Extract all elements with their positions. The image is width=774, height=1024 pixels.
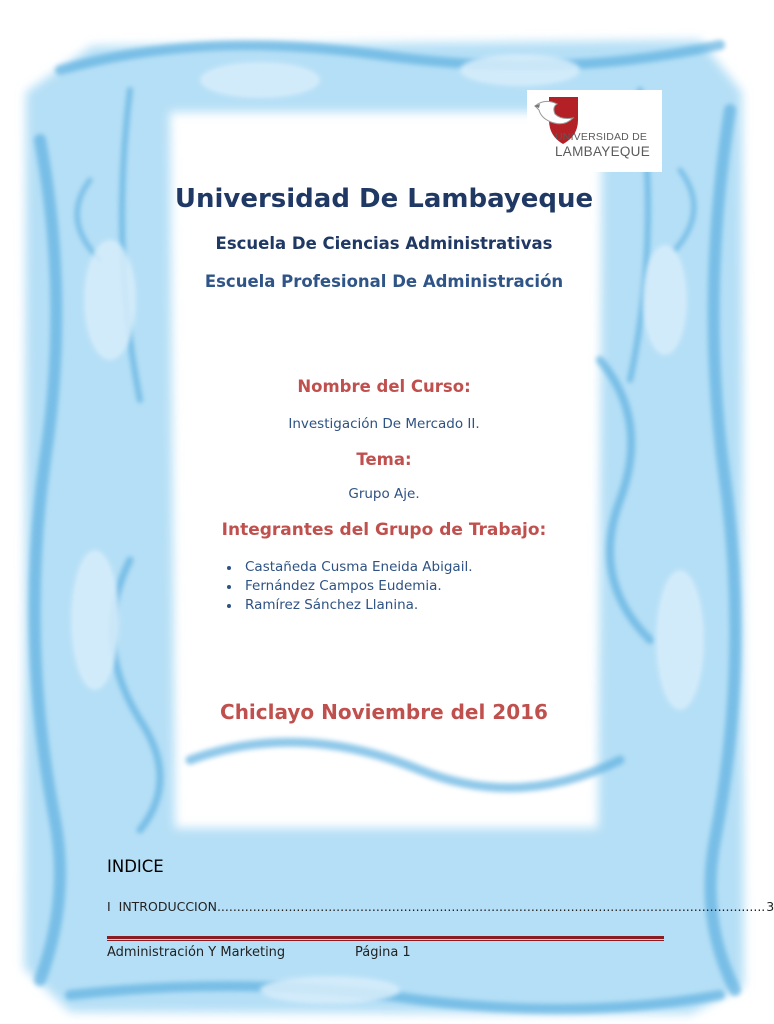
team-member-name: Ramírez Sánchez Llanina. bbox=[245, 597, 419, 613]
index-title: INDICE bbox=[107, 857, 164, 876]
program-name: Escuela Profesional De Administración bbox=[204, 272, 564, 291]
topic-name: Grupo Aje. bbox=[348, 486, 420, 502]
toc-entry[interactable] bbox=[107, 899, 774, 914]
course-heading: Nombre del Curso: bbox=[297, 377, 471, 396]
bullet-icon bbox=[227, 566, 231, 570]
course-name: Investigación De Mercado II. bbox=[288, 416, 480, 432]
toc-entry-page: 3 bbox=[766, 899, 774, 914]
topic-heading: Tema: bbox=[356, 450, 412, 469]
footer-rule-thin bbox=[107, 940, 664, 941]
footer-text: Administración Y Marketing bbox=[107, 945, 286, 960]
toc-entry-label: I INTRODUCCION bbox=[107, 899, 217, 914]
footer-page-number: Página 1 bbox=[355, 945, 411, 960]
document-title: Universidad De Lambayeque bbox=[174, 184, 594, 214]
school-name: Escuela De Ciencias Administrativas bbox=[215, 234, 553, 253]
logo-line-2: LAMBAYEQUE bbox=[555, 143, 651, 159]
team-member bbox=[224, 577, 473, 596]
bullet-icon bbox=[227, 604, 231, 608]
team-member bbox=[224, 558, 473, 577]
footer-rule-thick bbox=[107, 936, 664, 939]
team-member-name: Fernández Campos Eudemia. bbox=[245, 578, 442, 594]
team-heading: Integrantes del Grupo de Trabajo: bbox=[221, 520, 547, 540]
place-and-date: Chiclayo Noviembre del 2016 bbox=[220, 700, 548, 724]
logo-wordmark bbox=[555, 132, 650, 158]
university-logo bbox=[527, 90, 662, 172]
logo-line-1: UNIVERSIDAD DE bbox=[555, 131, 648, 143]
bullet-icon bbox=[227, 585, 231, 589]
toc-dot-leader: .......................................................................................................................................... bbox=[216, 899, 766, 914]
team-member bbox=[224, 596, 473, 615]
team-member-list bbox=[224, 558, 473, 615]
team-member-name: Castañeda Cusma Eneida Abigail. bbox=[245, 559, 473, 575]
